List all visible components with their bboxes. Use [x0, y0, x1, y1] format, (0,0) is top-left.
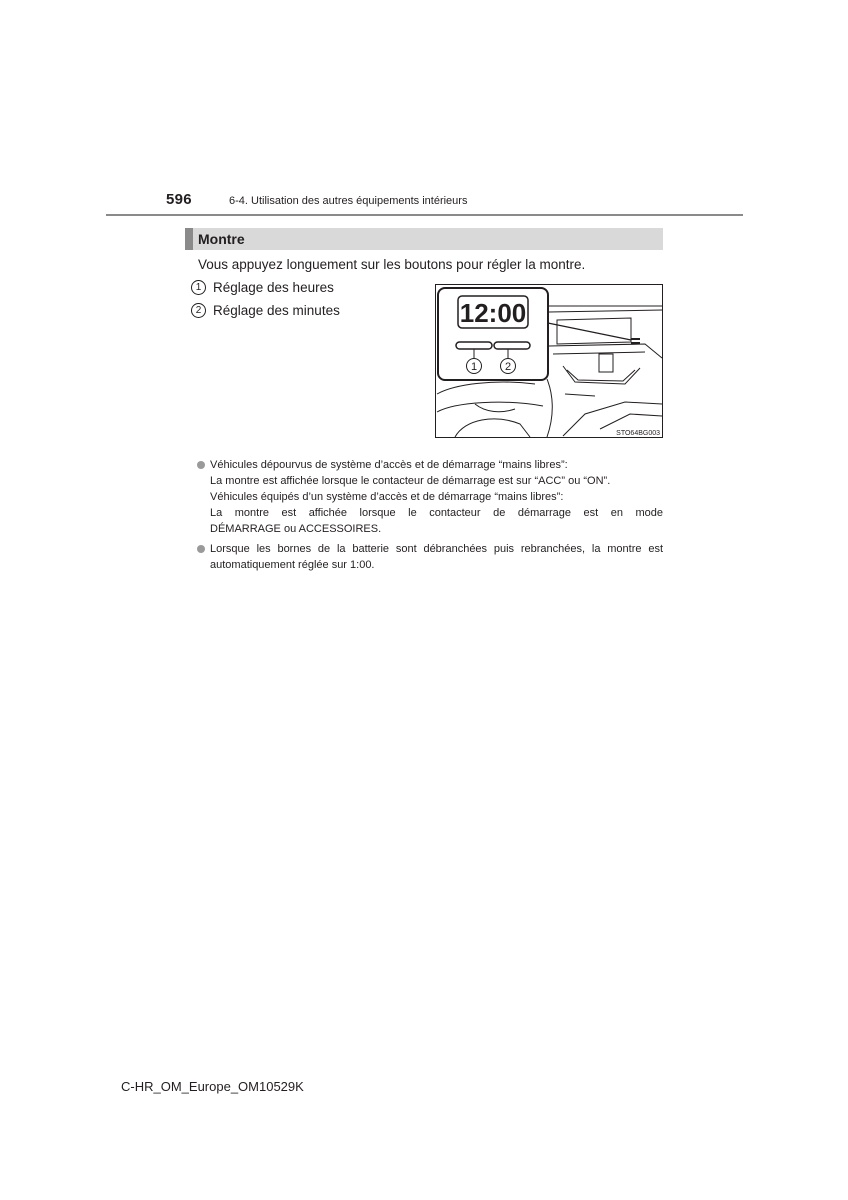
bullet-icon [197, 545, 205, 553]
note-display-conditions [197, 457, 663, 537]
notes [197, 457, 663, 577]
section-path: 6-4. Utilisation des autres équipements intérieurs [229, 195, 468, 207]
header-rule [106, 214, 743, 216]
legend-label-minutes: Réglage des minutes [213, 303, 340, 318]
note-line: DÉMARRAGE ou ACCESSOIRES. [210, 523, 382, 535]
note-line: Véhicules équipés d’un système d’accès et de démarrage “mains libres”: [210, 491, 564, 503]
page-number: 596 [166, 191, 192, 208]
note-line: automatiquement réglée sur 1:00. [210, 559, 375, 571]
note-line: La montre est affichée lorsque le contacteur de démarrage est sur “ACC” ou “ON”. [210, 475, 611, 487]
section-title: Montre [198, 231, 245, 247]
callout-number-2: 2 [191, 303, 206, 318]
document-code: C-HR_OM_Europe_OM10529K [121, 1079, 304, 1094]
legend-item-hours [191, 280, 334, 295]
callout-minutes-button: 2 [504, 361, 512, 373]
clock-display: 12:00 [459, 298, 527, 328]
bullet-icon [197, 461, 205, 469]
section-title-bar [185, 228, 663, 250]
note-line: Véhicules dépourvus de système d’accès et de démarrage “mains libres”: [210, 459, 568, 471]
note-line: La montre est affichée lorsque le contacteur de démarrage est en mode [210, 507, 663, 519]
callout-number-1: 1 [191, 280, 206, 295]
note-battery-reset [197, 541, 663, 573]
intro-text: Vous appuyez longuement sur les boutons pour régler la montre. [198, 257, 586, 272]
legend-item-minutes [191, 303, 340, 318]
clock-illustration [435, 284, 663, 438]
note-line: Lorsque les bornes de la batterie sont débranchées puis rebranchées, la montre est [210, 543, 663, 555]
legend-label-hours: Réglage des heures [213, 280, 334, 295]
callout-hours-button: 1 [470, 361, 478, 373]
figure-code: STO64BG003 [616, 430, 660, 437]
